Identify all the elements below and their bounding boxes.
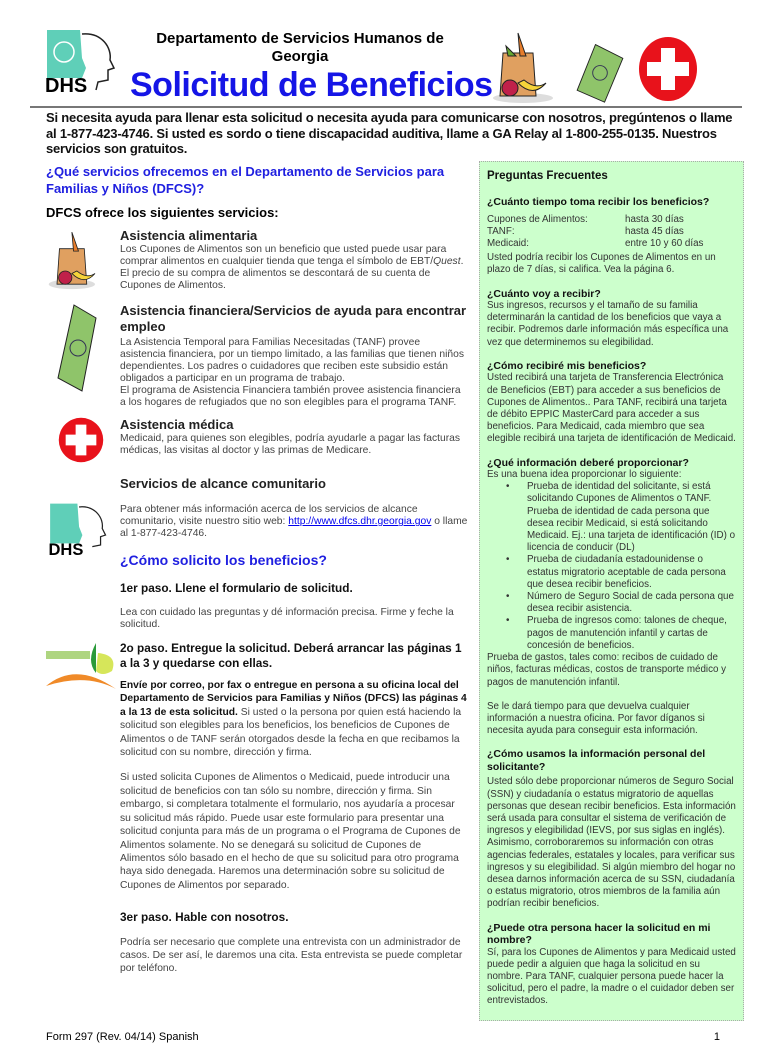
department-name: Departamento de Servicios Humanos de Georgia [156, 30, 444, 65]
time-row: Medicaid: entre 10 y 60 días [487, 237, 704, 249]
faq-question: ¿Cuánto tiempo toma recibir los beneficios? [487, 196, 710, 208]
faq-answer: Prueba de gastos, tales como: recibos de cuidado de niños, facturas médicas, costos de transporte médico y pagos de manutención infantil. [487, 652, 727, 688]
faq-panel [479, 161, 744, 1021]
list-item: • Prueba de identidad del solicitante, si está solicitando Cupones de Alimentos o TANF. Prueba de identidad de cada persona que desea recibir Medicaid, si está solicitando Medicaid. Ej.: una tarjeta de identificación (ID) o licencia de conducir (DL) [487, 481, 736, 554]
section-body: Para obtener más información acerca de los servicios de alcance comunitario, visite nuestro sitio web: http://www.dfcs.dhr.georgia.gov o llame al 1-877-423-4746. [120, 504, 468, 540]
section-food-assistance [46, 228, 468, 295]
section-outreach [46, 476, 468, 631]
faq-question: ¿Cómo recibiré mis beneficios? [487, 359, 647, 372]
svg-text:DHS: DHS [45, 75, 88, 97]
step-1-body: Lea con cuidado las preguntas y dé información precisa. Firme y feche la solicitud. [120, 606, 454, 630]
section-financial-assistance [46, 303, 468, 410]
faq-item [487, 457, 736, 738]
time-row: Cupones de Alimentos: hasta 30 días [487, 213, 684, 225]
section-title: Asistencia médica [120, 417, 234, 433]
faq-item [487, 360, 736, 446]
section-title: Servicios de alcance comunitario [120, 476, 326, 492]
faq-item [487, 748, 736, 910]
required-documents-list [487, 481, 736, 652]
faq-answer: Es una buena idea proporcionar lo siguiente: [487, 469, 682, 481]
grocery-bag-icon [488, 28, 558, 108]
section-title: Asistencia financiera/Servicios de ayuda para encontrar empleo [120, 302, 467, 334]
faq-answer: Sus ingresos, recursos y el tamaño de su familia determinarán la cantidad de los beneficios que vaya a recibir. Podremos darle información más específica una vez que determinemos su elegibilidad. [487, 300, 729, 348]
step-2 [46, 641, 468, 975]
section-body: Medicaid, para quienes son elegibles, podría ayudarle a pagar las facturas médicas, las visitas al doctor y las primas de Medicare. [120, 433, 461, 457]
faq-item [487, 288, 736, 349]
section-title: Asistencia alimentaria [120, 227, 258, 243]
grocery-bag-icon [46, 228, 120, 295]
money-icon [46, 303, 120, 410]
faq-title: Preguntas Frecuentes [487, 169, 608, 182]
list-item: • Prueba de ciudadanía estadounidense o estatus migratorio aceptable de cada persona que desea recibir beneficios. [487, 554, 736, 591]
section-body: La Asistencia Temporal para Familias Necesitadas (TANF) provee asistencia financiera, por un tiempo limitado, a las familias que tienen niños dependientes. Los padres o cuidadores que reciben este subsidio están obligados a participar en un programa de trabajo. [120, 336, 464, 384]
page-footer [46, 1031, 744, 1053]
services-question: ¿Qué servicios ofrecemos en el Departamento de Servicios para Familias y Niños (DFCS)? [46, 163, 445, 196]
time-row: TANF: hasta 45 días [487, 225, 684, 237]
list-item: • Prueba de ingresos como: talones de cheque, pagos de manutención infantil y cartas de concesión de beneficios. [487, 615, 736, 652]
list-item: • Número de Seguro Social de cada persona que desea recibir asistencia. [487, 591, 736, 615]
step-3-body: Podría ser necesario que complete una entrevista con un administrador de casos. De ser así, le daremos una cita. Esta entrevista se puede completar por teléfono. [120, 936, 463, 974]
dhs-logo [46, 476, 120, 631]
faq-question: ¿Qué información deberé proporcionar? [487, 456, 689, 469]
intro-text: Si necesita ayuda para llenar esta solicitud o necesita ayuda para comunicarse con nosotros, pregúntenos o llame al 1-877-423-4746. Si usted es sordo o tiene discapacidad auditiva, llame a GA Relay al 1-800-255-0135. Nuestros servicios son gratuitos. [46, 110, 733, 156]
faq-item [487, 922, 736, 1008]
left-column [46, 161, 468, 1021]
faq-question: ¿Cuánto voy a recibir? [487, 287, 601, 300]
step-body: Si usted solicita Cupones de Alimentos o Medicaid, puede introducir una solicitud de beneficios con tan sólo su nombre, dirección y firma. Sin embargo, si completara totalmente el formulario, nos ayudaría a procesar su solicitud más rápido. Puede usar este formulario para presentar una solicitud conjunta para más de un programa o el Programa de Cupones de Alimentos solamente. No se denegará su solicitud de Cupones de Alimentos sólo basado en el hecho de que su solicitud para otro programa haya sido denegada. Haremos una determinación sobre su solicitud de Cupones de Alimentos por separado. [120, 772, 461, 891]
medical-cross-icon [638, 36, 698, 107]
header-divider [30, 106, 742, 108]
services-intro: DFCS ofrece los siguientes servicios: [46, 204, 279, 220]
page-content [46, 110, 744, 1053]
how-to-apply-heading: ¿Cómo solicito los beneficios? [120, 552, 327, 569]
section-medical-assistance [46, 417, 468, 468]
program-logo [46, 641, 120, 975]
medical-cross-icon [46, 417, 120, 468]
faq-question: ¿Cómo usamos la información personal del solicitante? [487, 748, 706, 773]
website-link[interactable]: http://www.dfcs.dhr.georgia.gov [288, 516, 432, 528]
dhs-logo [42, 28, 117, 108]
faq-answer: Usted recibirá una tarjeta de Transferencia Electrónica de Beneficios (EBT) para acceder a sus beneficios de Cupones de Alimentos.. Para TANF, recibirá una tarjeta de débito EPPIC MasterCard para acceder a sus beneficios. Para Medicaid, cada miembro que sea elegible recibirá una tarjeta de identificación de Medicaid. [487, 372, 736, 445]
page-number: 1 [713, 1030, 720, 1043]
faq-answer: Usted sólo debe proporcionar números de Seguro Social (SSN) y ciudadanía o estatus migratorio de aquellas personas que desean recibir beneficios. Esta información será usada para consultar el sistema de verificación de ingresos y elegibilidad (IEVS, por sus siglas en inglés). Asimismo, corroboraremos su información con otras agencias federales, estatales y locales, para verificar sus ingresos y su elegibilidad. Si algún miembro del hogar no desea darnos información acerca de su SSN, ciudadanía o estatus migratorio, otros miembros de la familia aún podrían recibir beneficios. [487, 776, 736, 910]
step-title: 2o paso. Entregue la solicitud. Deberá arrancar las páginas 1 a la 3 y quedarse con ellas. [120, 641, 462, 670]
faq-answer: Usted podría recibir los Cupones de Alimentos en un plazo de 7 días, si califica. Vea la página 6. [487, 252, 716, 276]
faq-answer: Se le dará tiempo para que devuelva cualquier información a nuestra oficina. Por favor díganos si necesita ayuda para conseguir esta información. [487, 700, 705, 737]
svg-text:DHS: DHS [48, 539, 84, 559]
section-body: Los Cupones de Alimentos son un beneficio que usted puede usar para comprar alimentos en cualquier tienda que tenga el símbolo de EBT/Quest. El precio de su compra de alimentos se descontará de su cuenta de Cupones de Alimentos. [120, 243, 464, 291]
section-body: El programa de Asistencia Financiera también provee asistencia financiera a los hogares de refugiados que no son elegibles para el programa TANF. [120, 384, 461, 408]
money-icon [570, 40, 630, 109]
step-3-title: 3er paso. Hable con nosotros. [120, 910, 289, 925]
page-title: Solicitud de Beneficios [130, 66, 493, 104]
step-1-title: 1er paso. Llene el formulario de solicitud. [120, 581, 353, 596]
processing-times [487, 214, 736, 277]
two-column-layout [46, 161, 744, 1021]
form-number: Form 297 (Rev. 04/14) Spanish [46, 1030, 199, 1043]
step-body: Envíe por correo, por fax o entregue en persona a su oficina local del Departamento de Servicios para Familias y Niños (DFCS) las páginas 4 a la 13 de esta solicitud. Si usted o la persona por quien está haciendo la solicitud son elegibles para los beneficios, los beneficios de Cupones de Alimentos o de TANF serán otorgados desde la fecha en que recibamos la solicitud con su nombre, dirección y firma. [120, 680, 467, 759]
faq-question: ¿Puede otra persona hacer la solicitud en mi nombre? [487, 921, 711, 947]
faq-answer: Sí, para los Cupones de Alimentos y para Medicaid usted puede pedir a alguien que haga la solicitud en su nombre. Para TANF, cualquier persona puede hacer la solicitud, pero el padre, la madre o el cuidador deben ser entrevistados. [487, 946, 736, 1007]
